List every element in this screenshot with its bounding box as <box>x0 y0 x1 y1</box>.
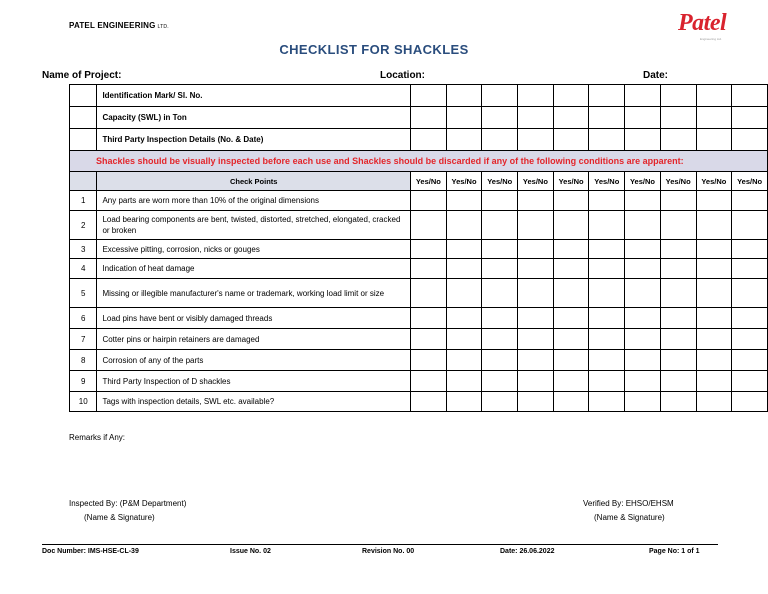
check-item-text: Missing or illegible manufacturer's name or trademark, working load limit or size <box>97 279 411 308</box>
yes-no-cell[interactable] <box>696 371 732 392</box>
yes-no-cell[interactable] <box>625 191 661 211</box>
yes-no-cell[interactable] <box>411 240 447 259</box>
yes-no-cell[interactable] <box>732 191 768 211</box>
check-item-text: Cotter pins or hairpin retainers are damaged <box>97 329 411 350</box>
page-title: CHECKLIST FOR SHACKLES <box>279 42 469 57</box>
yes-no-cell[interactable] <box>518 259 554 279</box>
yes-no-cell[interactable] <box>411 191 447 211</box>
verified-by-block <box>583 497 674 525</box>
yes-no-header: Yes/No <box>732 172 768 191</box>
yes-no-cell[interactable] <box>625 240 661 259</box>
check-item-number: 6 <box>70 308 97 329</box>
verified-by-label: Verified By: EHSO/EHSM <box>583 499 674 508</box>
yes-no-cell[interactable] <box>553 191 589 211</box>
footer-issue-no: Issue No. 02 <box>230 548 271 555</box>
yes-no-cell[interactable] <box>518 371 554 392</box>
yes-no-cell[interactable] <box>589 211 625 240</box>
info-row-label: Third Party Inspection Details (No. & Date) <box>97 129 411 151</box>
yes-no-cell[interactable] <box>518 211 554 240</box>
yes-no-cell[interactable] <box>482 191 518 211</box>
yes-no-cell[interactable] <box>482 279 518 308</box>
check-item-row <box>70 329 768 350</box>
yes-no-cell[interactable] <box>589 308 625 329</box>
checklist-table <box>69 84 768 412</box>
check-item-text: Any parts are worn more than 10% of the original dimensions <box>97 191 411 211</box>
check-item-row <box>70 308 768 329</box>
check-item-number: 10 <box>70 392 97 412</box>
info-entry-cell[interactable] <box>589 129 625 151</box>
yes-no-cell[interactable] <box>625 350 661 371</box>
yes-no-cell[interactable] <box>411 279 447 308</box>
check-item-row <box>70 392 768 412</box>
company-name-text: PATEL ENGINEERING <box>69 21 156 30</box>
info-entry-cell[interactable] <box>625 107 661 129</box>
yes-no-cell[interactable] <box>553 279 589 308</box>
info-row <box>70 85 768 107</box>
yes-no-cell[interactable] <box>553 211 589 240</box>
patel-logo <box>678 10 738 44</box>
info-row-number-cell <box>70 129 97 151</box>
yes-no-cell[interactable] <box>482 329 518 350</box>
info-entry-cell[interactable] <box>732 85 768 107</box>
yes-no-header: Yes/No <box>696 172 732 191</box>
yes-no-cell[interactable] <box>446 329 482 350</box>
info-entry-cell[interactable] <box>553 107 589 129</box>
check-points-header: Check Points <box>97 172 411 191</box>
yes-no-cell[interactable] <box>732 240 768 259</box>
info-entry-cell[interactable] <box>518 129 554 151</box>
info-entry-cell[interactable] <box>696 107 732 129</box>
yes-no-header: Yes/No <box>553 172 589 191</box>
yes-no-header: Yes/No <box>411 172 447 191</box>
yes-no-cell[interactable] <box>696 350 732 371</box>
yes-no-cell[interactable] <box>589 279 625 308</box>
inspected-by-label: Inspected By: (P&M Department) <box>69 499 187 508</box>
yes-no-cell[interactable] <box>553 350 589 371</box>
logo-wordmark: Patel <box>678 10 727 36</box>
check-item-text: Third Party Inspection of D shackles <box>97 371 411 392</box>
yes-no-cell[interactable] <box>696 211 732 240</box>
info-entry-cell[interactable] <box>518 85 554 107</box>
yes-no-header: Yes/No <box>660 172 696 191</box>
yes-no-cell[interactable] <box>411 371 447 392</box>
yes-no-cell[interactable] <box>589 371 625 392</box>
yes-no-cell[interactable] <box>696 308 732 329</box>
yes-no-cell[interactable] <box>732 329 768 350</box>
yes-no-cell[interactable] <box>411 308 447 329</box>
info-entry-cell[interactable] <box>660 129 696 151</box>
yes-no-cell[interactable] <box>446 211 482 240</box>
yes-no-cell[interactable] <box>660 259 696 279</box>
yes-no-cell[interactable] <box>518 308 554 329</box>
check-item-number: 4 <box>70 259 97 279</box>
yes-no-cell[interactable] <box>660 392 696 412</box>
yes-no-cell[interactable] <box>411 350 447 371</box>
yes-no-cell[interactable] <box>518 191 554 211</box>
inspected-by-signature-label: (Name & Signature) <box>84 513 155 522</box>
check-item-number: 2 <box>70 211 97 240</box>
yes-no-cell[interactable] <box>732 392 768 412</box>
warning-row <box>70 151 768 172</box>
footer-revision-no: Revision No. 00 <box>362 548 415 555</box>
yes-no-cell[interactable] <box>660 279 696 308</box>
yes-no-cell[interactable] <box>482 371 518 392</box>
yes-no-cell[interactable] <box>411 211 447 240</box>
yes-no-cell[interactable] <box>625 308 661 329</box>
check-item-text: Indication of heat damage <box>97 259 411 279</box>
yes-no-cell[interactable] <box>446 371 482 392</box>
company-name <box>69 21 169 30</box>
info-entry-cell[interactable] <box>446 85 482 107</box>
yes-no-cell[interactable] <box>589 240 625 259</box>
date-label: Date: <box>643 70 669 81</box>
yes-no-cell[interactable] <box>518 392 554 412</box>
logo-tagline: Engineering Ltd. <box>700 37 722 41</box>
verified-by-signature-label: (Name & Signature) <box>594 513 665 522</box>
info-row-label: Capacity (SWL) in Ton <box>97 107 411 129</box>
info-entry-cell[interactable] <box>660 85 696 107</box>
inspected-by-block <box>69 497 186 525</box>
info-entry-cell[interactable] <box>446 107 482 129</box>
yes-no-cell[interactable] <box>518 329 554 350</box>
check-item-row <box>70 371 768 392</box>
yes-no-cell[interactable] <box>732 211 768 240</box>
yes-no-cell[interactable] <box>446 279 482 308</box>
info-entry-cell[interactable] <box>660 107 696 129</box>
yes-no-cell[interactable] <box>589 392 625 412</box>
check-item-row <box>70 211 768 240</box>
yes-no-cell[interactable] <box>446 259 482 279</box>
info-entry-cell[interactable] <box>482 129 518 151</box>
yes-no-cell[interactable] <box>660 191 696 211</box>
info-entry-cell[interactable] <box>553 129 589 151</box>
remarks-label: Remarks if Any: <box>69 433 126 442</box>
yes-no-cell[interactable] <box>446 308 482 329</box>
yes-no-cell[interactable] <box>660 350 696 371</box>
info-row-label: Identification Mark/ Sl. No. <box>97 85 411 107</box>
check-item-number: 1 <box>70 191 97 211</box>
check-item-number: 3 <box>70 240 97 259</box>
yes-no-cell[interactable] <box>553 259 589 279</box>
yes-no-header: Yes/No <box>446 172 482 191</box>
yes-no-cell[interactable] <box>446 350 482 371</box>
info-entry-cell[interactable] <box>482 85 518 107</box>
info-entry-cell[interactable] <box>553 85 589 107</box>
check-item-row <box>70 191 768 211</box>
check-item-number: 7 <box>70 329 97 350</box>
yes-no-header: Yes/No <box>482 172 518 191</box>
check-item-row <box>70 350 768 371</box>
yes-no-cell[interactable] <box>518 279 554 308</box>
location-label: Location: <box>380 70 425 81</box>
info-entry-cell[interactable] <box>446 129 482 151</box>
yes-no-cell[interactable] <box>660 329 696 350</box>
yes-no-cell[interactable] <box>625 392 661 412</box>
check-item-text: Corrosion of any of the parts <box>97 350 411 371</box>
check-item-number: 9 <box>70 371 97 392</box>
yes-no-cell[interactable] <box>589 350 625 371</box>
check-item-row <box>70 240 768 259</box>
check-item-row <box>70 259 768 279</box>
yes-no-cell[interactable] <box>482 259 518 279</box>
check-item-text: Load pins have bent or visibly damaged threads <box>97 308 411 329</box>
yes-no-cell[interactable] <box>482 350 518 371</box>
yes-no-cell[interactable] <box>696 392 732 412</box>
yes-no-cell[interactable] <box>553 308 589 329</box>
yes-no-cell[interactable] <box>660 240 696 259</box>
check-item-number: 8 <box>70 350 97 371</box>
yes-no-cell[interactable] <box>553 240 589 259</box>
info-entry-cell[interactable] <box>732 107 768 129</box>
info-entry-cell[interactable] <box>696 85 732 107</box>
yes-no-cell[interactable] <box>482 308 518 329</box>
yes-no-cell[interactable] <box>625 371 661 392</box>
yes-no-cell[interactable] <box>589 259 625 279</box>
yes-no-cell[interactable] <box>518 350 554 371</box>
check-item-row <box>70 279 768 308</box>
yes-no-cell[interactable] <box>411 392 447 412</box>
yes-no-cell[interactable] <box>732 279 768 308</box>
info-entry-cell[interactable] <box>518 107 554 129</box>
info-entry-cell[interactable] <box>482 107 518 129</box>
header-number-cell <box>70 172 97 191</box>
yes-no-cell[interactable] <box>482 211 518 240</box>
header-row <box>70 172 768 191</box>
yes-no-cell[interactable] <box>625 259 661 279</box>
yes-no-cell[interactable] <box>518 240 554 259</box>
warning-text: Shackles should be visually inspected before each use and Shackles should be discarded if any of the following conditions are apparent: <box>70 151 768 172</box>
yes-no-cell[interactable] <box>411 329 447 350</box>
info-entry-cell[interactable] <box>625 129 661 151</box>
yes-no-cell[interactable] <box>553 329 589 350</box>
info-entry-cell[interactable] <box>696 129 732 151</box>
yes-no-cell[interactable] <box>589 191 625 211</box>
footer-date: Date: 26.06.2022 <box>500 548 555 555</box>
yes-no-cell[interactable] <box>625 329 661 350</box>
yes-no-cell[interactable] <box>696 240 732 259</box>
info-row-number-cell <box>70 107 97 129</box>
footer-page-no: Page No: 1 of 1 <box>649 548 700 555</box>
info-entry-cell[interactable] <box>589 107 625 129</box>
yes-no-cell[interactable] <box>696 259 732 279</box>
info-entry-cell[interactable] <box>411 107 447 129</box>
yes-no-cell[interactable] <box>446 392 482 412</box>
yes-no-cell[interactable] <box>660 211 696 240</box>
info-entry-cell[interactable] <box>732 129 768 151</box>
yes-no-cell[interactable] <box>696 279 732 308</box>
yes-no-cell[interactable] <box>446 240 482 259</box>
yes-no-cell[interactable] <box>732 259 768 279</box>
check-item-text: Load bearing components are bent, twisted, distorted, stretched, elongated, cracked or broken <box>97 211 411 240</box>
yes-no-cell[interactable] <box>446 191 482 211</box>
company-suffix: LTD. <box>157 24 169 30</box>
info-entry-cell[interactable] <box>589 85 625 107</box>
yes-no-cell[interactable] <box>553 371 589 392</box>
yes-no-cell[interactable] <box>660 371 696 392</box>
yes-no-cell[interactable] <box>589 329 625 350</box>
info-row <box>70 107 768 129</box>
yes-no-cell[interactable] <box>625 211 661 240</box>
project-name-label: Name of Project: <box>42 70 122 81</box>
yes-no-cell[interactable] <box>625 279 661 308</box>
yes-no-cell[interactable] <box>660 308 696 329</box>
check-item-number: 5 <box>70 279 97 308</box>
yes-no-cell[interactable] <box>553 392 589 412</box>
footer-doc-number: Doc Number: IMS-HSE-CL-39 <box>42 548 139 555</box>
yes-no-cell[interactable] <box>482 392 518 412</box>
check-item-text: Excessive pitting, corrosion, nicks or gouges <box>97 240 411 259</box>
yes-no-header: Yes/No <box>518 172 554 191</box>
yes-no-cell[interactable] <box>482 240 518 259</box>
yes-no-cell[interactable] <box>696 191 732 211</box>
info-row <box>70 129 768 151</box>
yes-no-cell[interactable] <box>696 329 732 350</box>
info-entry-cell[interactable] <box>625 85 661 107</box>
info-entry-cell[interactable] <box>411 85 447 107</box>
yes-no-header: Yes/No <box>589 172 625 191</box>
yes-no-header: Yes/No <box>625 172 661 191</box>
info-row-number-cell <box>70 85 97 107</box>
check-item-text: Tags with inspection details, SWL etc. available? <box>97 392 411 412</box>
info-entry-cell[interactable] <box>411 129 447 151</box>
footer-divider <box>42 544 718 545</box>
yes-no-cell[interactable] <box>411 259 447 279</box>
yes-no-cell[interactable] <box>732 308 768 329</box>
yes-no-cell[interactable] <box>732 371 768 392</box>
yes-no-cell[interactable] <box>732 350 768 371</box>
